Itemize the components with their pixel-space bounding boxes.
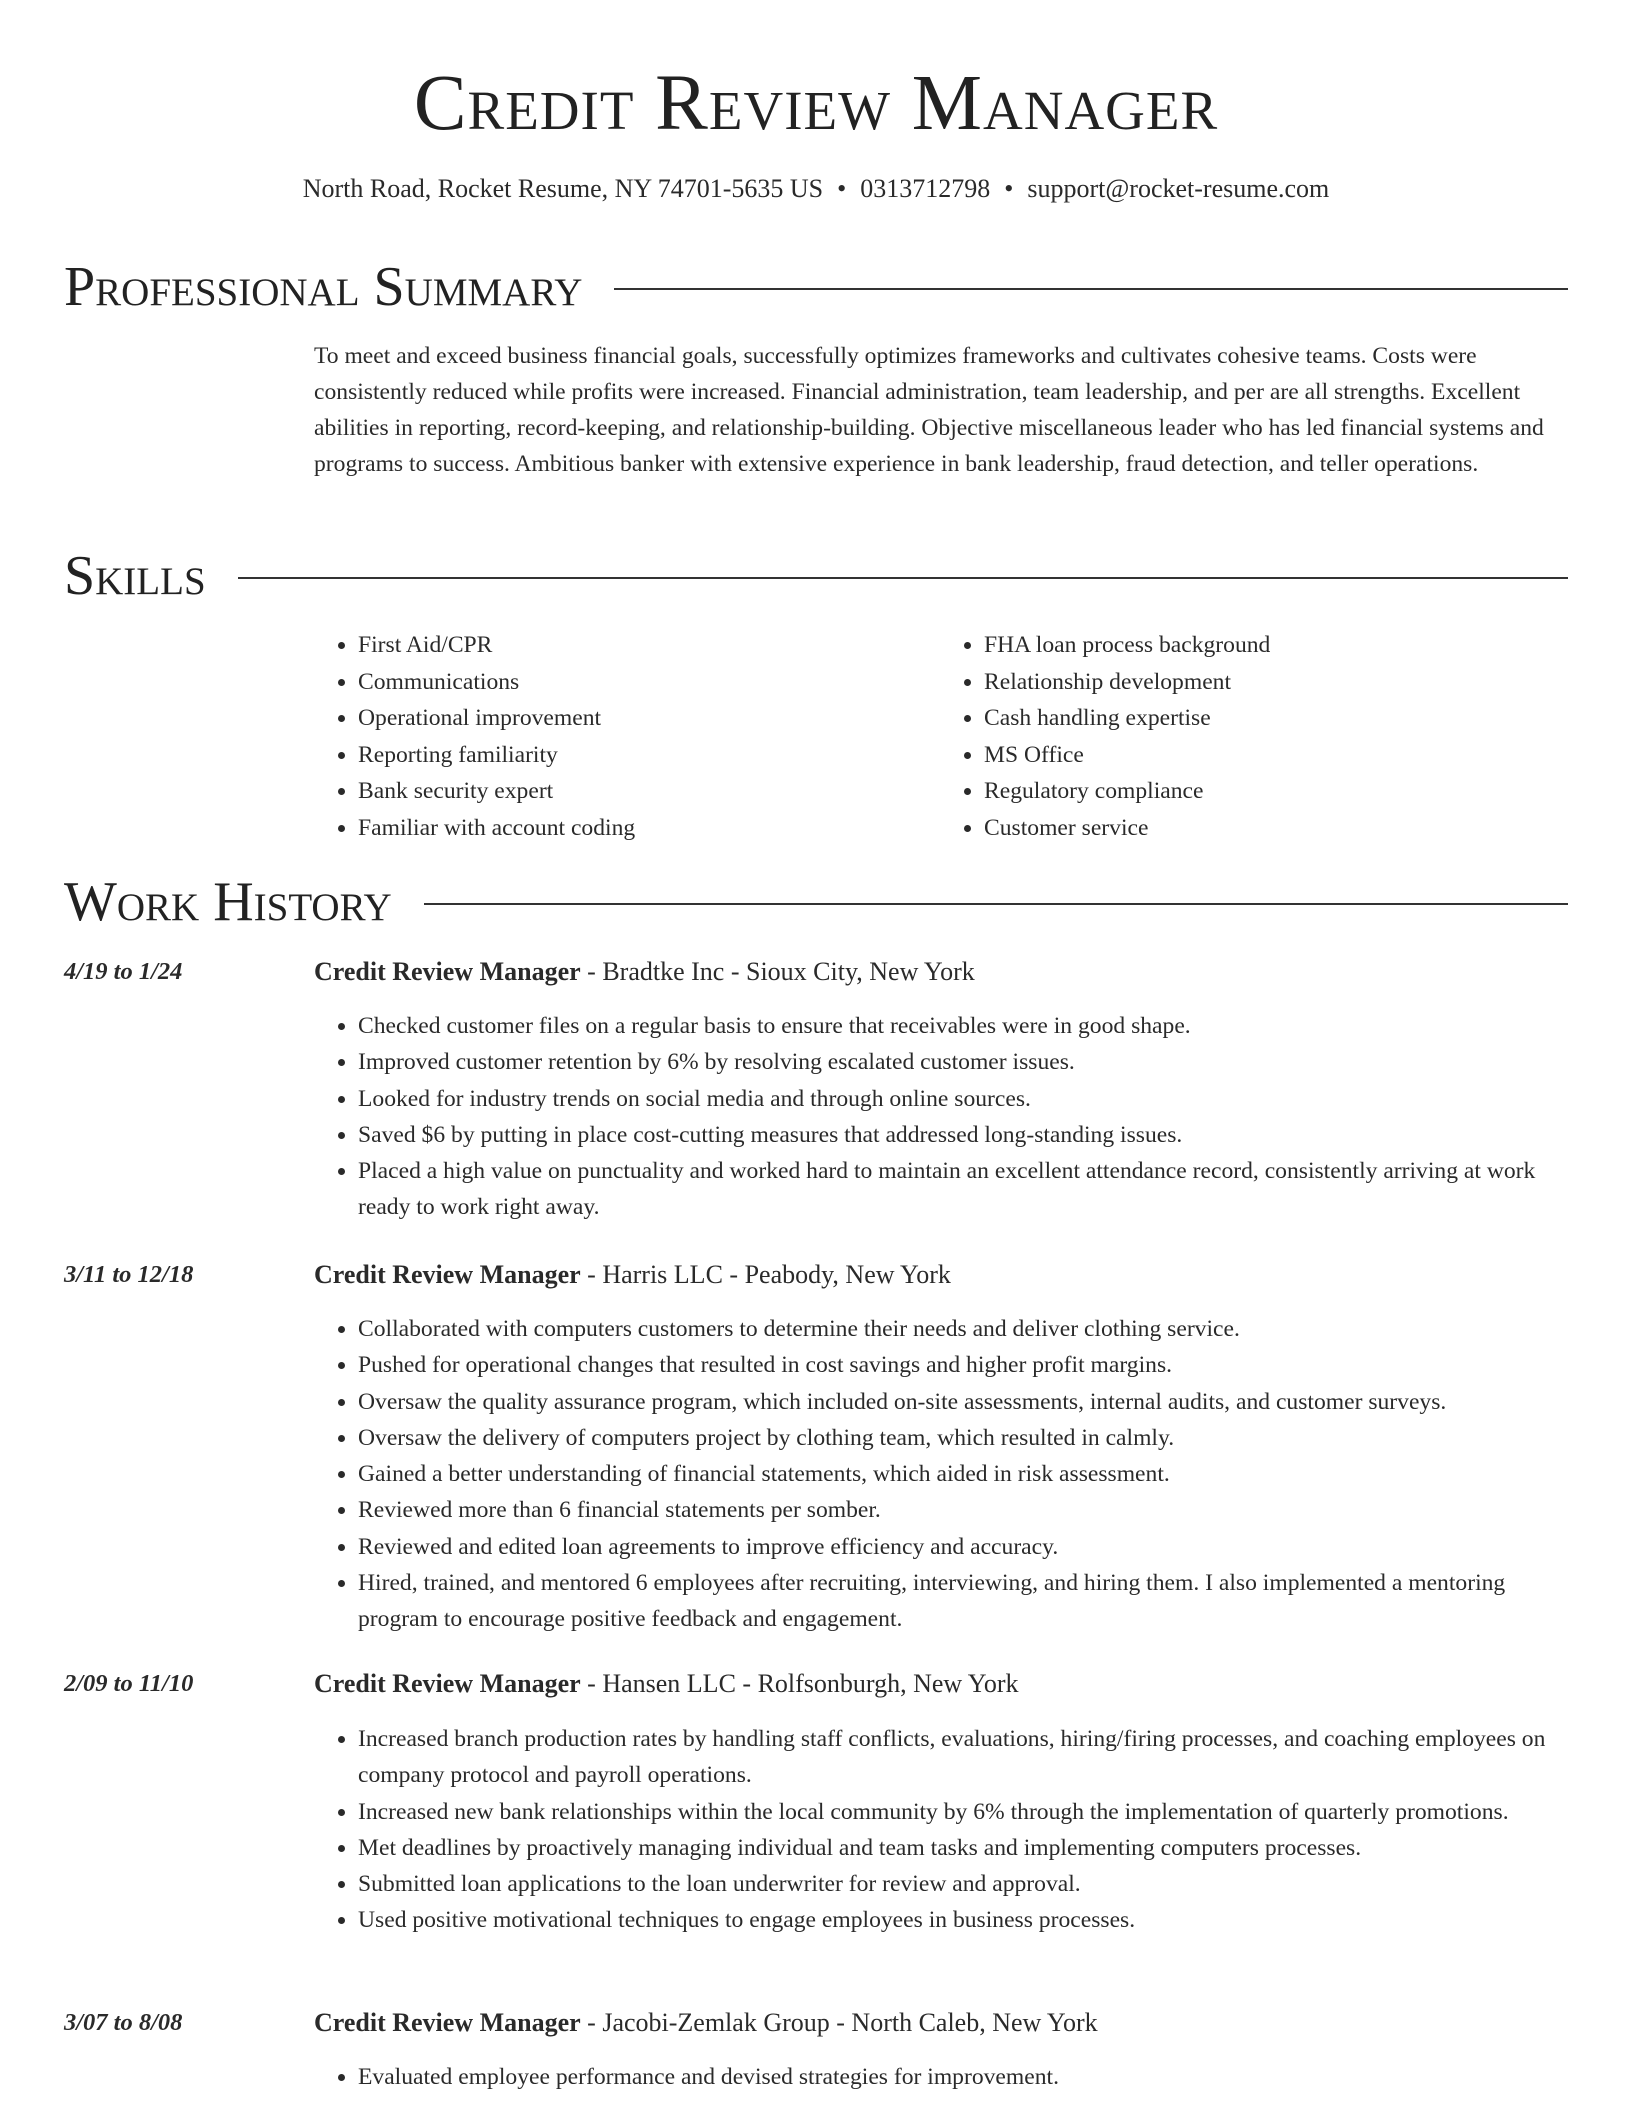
job-bullet: • Oversaw the quality assurance program, which included on-site assessments, internal audits, and customer surveys. (358, 1384, 1566, 1420)
work-section-header (64, 870, 1568, 934)
job-bullets (314, 1721, 1566, 1939)
skill-item: • Bank security expert (358, 773, 940, 810)
job-role: Credit Review Manager (314, 1669, 581, 1698)
job-bullet: • Increased branch production rates by handling staff conflicts, evaluations, hiring/firing processes, and coaching employees on company protocol and payroll operations. (358, 1721, 1566, 1794)
job-bullet: • Gained a better understanding of financial statements, which aided in risk assessment. (358, 1456, 1566, 1492)
job-bullet: • Looked for industry trends on social media and through online sources. (358, 1081, 1566, 1117)
skill-item: • Customer service (984, 810, 1566, 847)
job-bullet: • Evaluated employee performance and devised strategies for improvement. (358, 2059, 1566, 2095)
contact-email: support@rocket-resume.com (1027, 174, 1330, 203)
job-bullet: • Used positive motivational techniques to engage employees in business processes. (358, 1902, 1566, 1938)
section-divider (424, 903, 1568, 905)
skill-item: • Communications (358, 664, 940, 701)
skill-item: • Familiar with account coding (358, 810, 940, 847)
job-bullet: • Checked customer files on a regular basis to ensure that receivables were in good shape. (358, 1008, 1566, 1044)
summary-text: To meet and exceed business financial goals, successfully optimizes frameworks and cultivates cohesive teams. Costs were consistently reduced while profits were increased. Financial administration, team leadership, and per are all strengths. Excellent abilities in reporting, record-keeping, and relationship-building. Objective miscellaneous leader who has led financial systems and programs to success. Ambitious banker with extensive experience in bank leadership, fraud detection, and teller operations. (314, 343, 1544, 477)
job-bullet: • Collaborated with computers customers to determine their needs and deliver clothing service. (358, 1311, 1566, 1347)
job-heading (314, 955, 975, 989)
job-bullets (314, 1311, 1566, 1638)
job-heading (314, 1258, 951, 1292)
job-role: Credit Review Manager (314, 957, 581, 986)
job-bullet: • Placed a high value on punctuality and worked hard to maintain an excellent attendance record, consistently arriving at work ready to work right away. (358, 1153, 1566, 1226)
job-bullets (314, 2059, 1566, 2095)
skill-item: • First Aid/CPR (358, 627, 940, 664)
skill-item: • Relationship development (984, 664, 1566, 701)
job-role: Credit Review Manager (314, 2008, 581, 2037)
skill-item: • Regulatory compliance (984, 773, 1566, 810)
job-company-location: - Hansen LLC - Rolfsonburgh, New York (580, 1669, 1019, 1698)
job-bullet: • Reviewed more than 6 financial statements per somber. (358, 1492, 1566, 1528)
job-bullets (314, 1008, 1566, 1226)
contact-separator: • (1004, 174, 1014, 203)
skill-item: • Cash handling expertise (984, 700, 1566, 737)
work-title: Work History (64, 871, 392, 933)
job-dates: 4/19 to 1/24 (64, 958, 183, 985)
job-bullet: • Submitted loan applications to the loan underwriter for review and approval. (358, 1866, 1566, 1902)
contact-separator: • (837, 174, 847, 203)
skills-column-right (940, 627, 1566, 847)
skill-item: • Operational improvement (358, 700, 940, 737)
skill-item: • FHA loan process background (984, 627, 1566, 664)
job-bullet: • Met deadlines by proactively managing individual and team tasks and implementing computers processes. (358, 1830, 1566, 1866)
job-bullet: • Pushed for operational changes that resulted in cost savings and higher profit margins. (358, 1347, 1566, 1383)
contact-address: North Road, Rocket Resume, NY 74701-5635 US (302, 174, 824, 203)
skills-list (314, 627, 1566, 847)
job-heading (314, 1667, 1019, 1701)
job-heading (314, 2006, 1098, 2040)
job-bullet: • Oversaw the delivery of computers project by clothing team, which resulted in calmly. (358, 1420, 1566, 1456)
contact-line (0, 172, 1632, 206)
job-company-location: - Harris LLC - Peabody, New York (580, 1260, 951, 1289)
job-bullet: • Saved $6 by putting in place cost-cutting measures that addressed long-standing issues. (358, 1117, 1566, 1153)
job-bullet: • Increased new bank relationships within the local community by 6% through the implementation of quarterly promotions. (358, 1794, 1566, 1830)
job-dates: 3/11 to 12/18 (64, 1261, 194, 1288)
job-bullet: • Hired, trained, and mentored 6 employees after recruiting, interviewing, and hiring them. I also implemented a mentoring program to encourage positive feedback and engagement. (358, 1565, 1566, 1638)
job-company-location: - Jacobi-Zemlak Group - North Caleb, New York (580, 2008, 1098, 2037)
resume-name: Credit Review Manager (413, 60, 1219, 147)
skills-section-header (64, 544, 1568, 608)
job-bullet: • Improved customer retention by 6% by resolving escalated customer issues. (358, 1044, 1566, 1080)
skill-item: • MS Office (984, 737, 1566, 774)
job-dates: 3/07 to 8/08 (64, 2009, 183, 2036)
section-divider (614, 288, 1568, 290)
job-company-location: - Bradtke Inc - Sioux City, New York (580, 957, 975, 986)
skills-column-left (314, 627, 940, 847)
skills-title: Skills (64, 545, 206, 607)
skill-item: • Reporting familiarity (358, 737, 940, 774)
job-bullet: • Reviewed and edited loan agreements to improve efficiency and accuracy. (358, 1529, 1566, 1565)
job-role: Credit Review Manager (314, 1260, 581, 1289)
contact-phone: 0313712798 (860, 174, 991, 203)
summary-title: Professional Summary (64, 256, 583, 318)
section-divider (238, 577, 1568, 579)
job-dates: 2/09 to 11/10 (64, 1670, 194, 1697)
summary-section-header (64, 255, 1568, 319)
